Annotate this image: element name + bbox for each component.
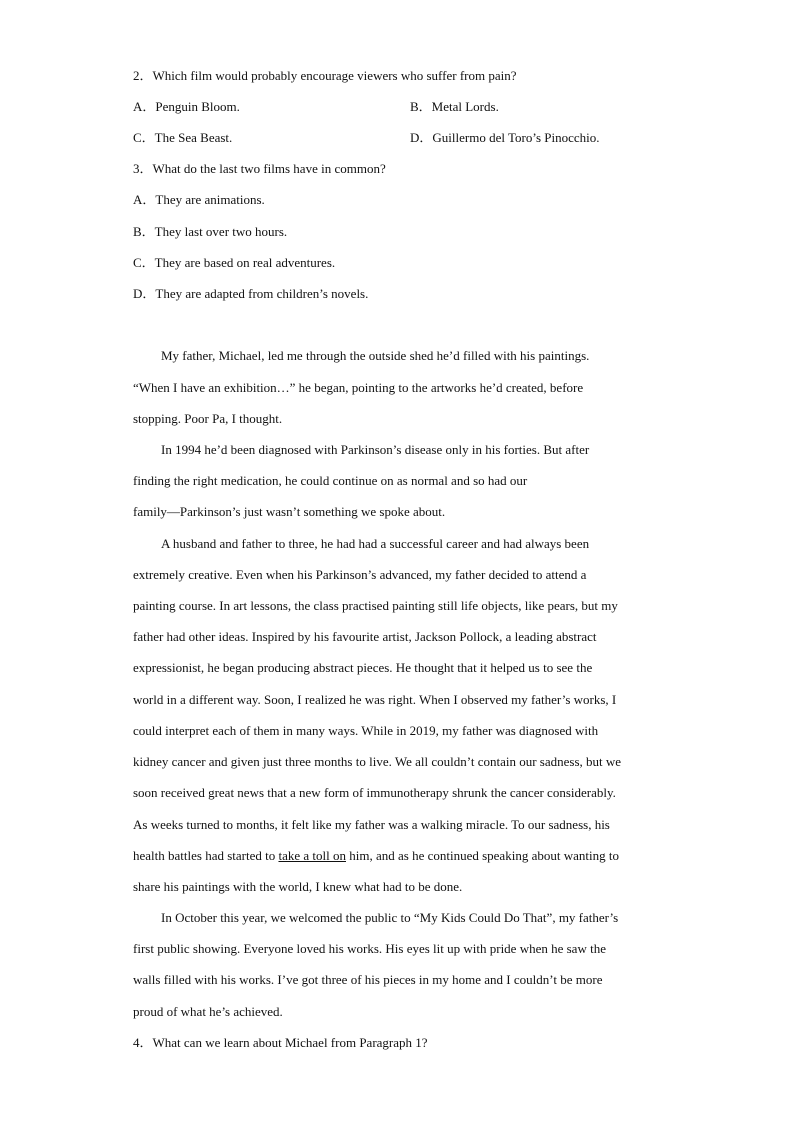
passage-line-16: As weeks turned to months, it felt like my father was a walking miracle. To our sadness, his bbox=[133, 817, 610, 832]
question-3-option-a: A．They are animations. bbox=[133, 192, 265, 207]
passage-line-20: first public showing. Everyone loved his works. His eyes lit up with pride when he saw the bbox=[133, 941, 606, 956]
passage-line-13: could interpret each of them in many ways. While in 2019, my father was diagnosed with bbox=[133, 723, 599, 738]
passage-line-7: A husband and father to three, he had had a successful career and had always been bbox=[161, 536, 590, 551]
passage-line-9: painting course. In art lessons, the class practised painting still life objects, like pears, but my bbox=[133, 598, 618, 613]
question-3-option-b: B．They last over two hours. bbox=[133, 224, 288, 239]
question-2-option-c: C．The Sea Beast. bbox=[133, 130, 233, 145]
passage-line-4: In 1994 he’d been diagnosed with Parkinson’s disease only in his forties. But after bbox=[161, 442, 590, 457]
passage-line-17 bbox=[133, 848, 673, 864]
passage-line-8: extremely creative. Even when his Parkinson’s advanced, my father decided to attend a bbox=[133, 567, 587, 582]
question-2-option-d: D．Guillermo del Toro’s Pinocchio. bbox=[410, 130, 600, 145]
passage-line-3: stopping. Poor Pa, I thought. bbox=[133, 411, 283, 426]
passage-line-6: family—Parkinson’s just wasn’t something we spoke about. bbox=[133, 504, 446, 519]
passage-line-2: “When I have an exhibition…” he began, pointing to the artworks he’d created, before bbox=[133, 380, 584, 395]
passage-line-21: walls filled with his works. I’ve got three of his pieces in my home and I couldn’t be more bbox=[133, 972, 603, 987]
passage-line-14: kidney cancer and given just three months to live. We all couldn’t contain our sadness, but we bbox=[133, 754, 622, 769]
question-2-option-b: B．Metal Lords. bbox=[410, 99, 499, 114]
question-2-stem: 2．Which film would probably encourage viewers who suffer from pain? bbox=[133, 68, 517, 83]
question-4-stem: 4．What can we learn about Michael from Paragraph 1? bbox=[133, 1035, 428, 1050]
question-3-option-c: C．They are based on real adventures. bbox=[133, 255, 336, 270]
passage-line-17-suffix: him, and as he continued speaking about wanting to bbox=[349, 848, 619, 863]
question-3-option-d: D．They are adapted from children’s novels. bbox=[133, 286, 369, 301]
question-3-stem: 3．What do the last two films have in common? bbox=[133, 161, 386, 176]
passage-line-12: world in a different way. Soon, I realized he was right. When I observed my father’s works, I bbox=[133, 692, 617, 707]
question-2-option-a: A．Penguin Bloom. bbox=[133, 99, 240, 114]
passage-line-11: expressionist, he began producing abstract pieces. He thought that it helped us to see the bbox=[133, 660, 593, 675]
passage-line-18: share his paintings with the world, I knew what had to be done. bbox=[133, 879, 463, 894]
passage-line-15: soon received great news that a new form of immunotherapy shrunk the cancer considerably. bbox=[133, 785, 616, 800]
passage-line-17-prefix: health battles had started to bbox=[133, 848, 279, 863]
passage-line-19: In October this year, we welcomed the public to “My Kids Could Do That”, my father’s bbox=[161, 910, 619, 925]
passage-line-10: father had other ideas. Inspired by his favourite artist, Jackson Pollock, a leading abstract bbox=[133, 629, 597, 644]
passage-line-5: finding the right medication, he could continue on as normal and so had our bbox=[133, 473, 528, 488]
passage-line-22: proud of what he’s achieved. bbox=[133, 1004, 283, 1019]
underlined-phrase: take a toll on bbox=[278, 848, 346, 863]
passage-line-1: My father, Michael, led me through the outside shed he’d filled with his paintings. bbox=[161, 348, 590, 363]
